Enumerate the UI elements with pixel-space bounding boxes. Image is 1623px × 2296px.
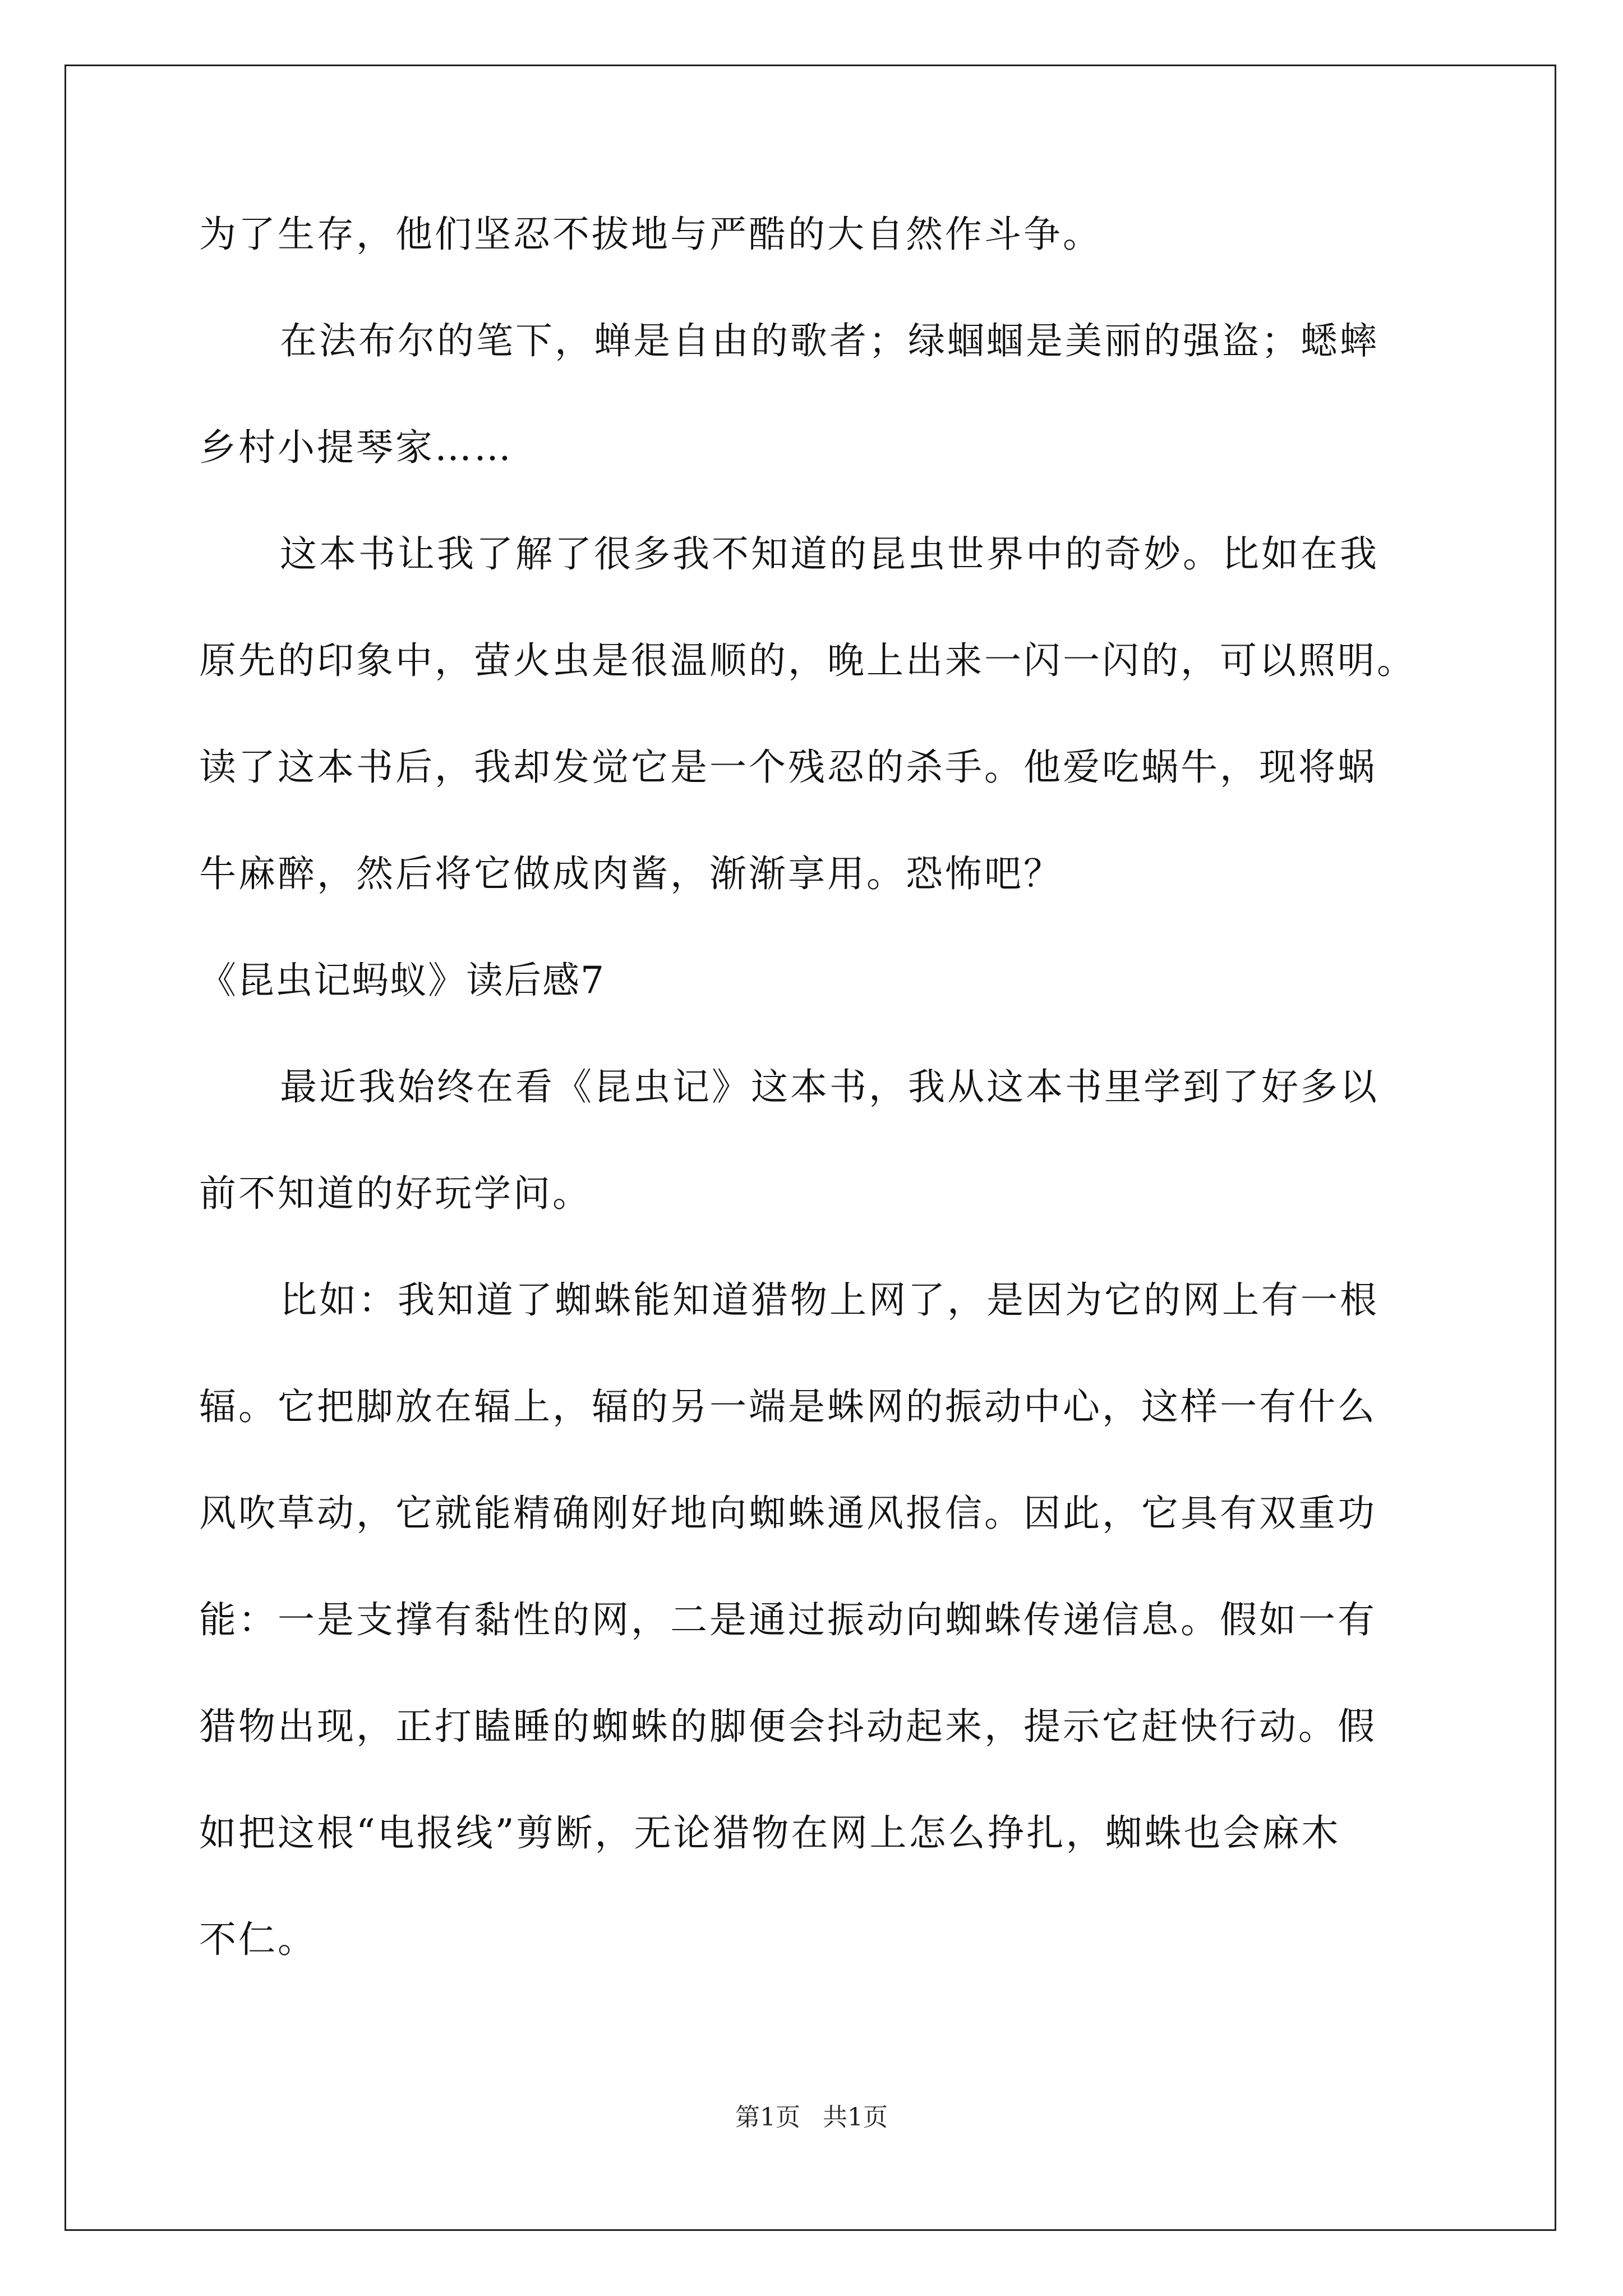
text-line: 在法布尔的笔下，蝉是自由的歌者；绿蝈蝈是美丽的强盗；蟋蟀 xyxy=(280,319,1379,362)
text-line: 这本书让我了解了很多我不知道的昆虫世界中的奇妙。比如在我 xyxy=(280,532,1379,576)
text-line: 不仁。 xyxy=(199,1918,317,1961)
text-line: 猎物出现，正打瞌睡的蜘蛛的脚便会抖动起来，提示它赶快行动。假 xyxy=(199,1705,1377,1748)
text-line: 能：一是支撑有黏性的网，二是通过振动向蜘蛛传递信息。假如一有 xyxy=(199,1598,1377,1641)
text-line: 读了这本书后，我却发觉它是一个残忍的杀手。他爱吃蜗牛，现将蜗 xyxy=(199,746,1377,789)
document-body xyxy=(199,208,1433,2019)
text-line: 前不知道的好玩学问。 xyxy=(199,1172,592,1215)
text-line: 风吹草动，它就能精确刚好地向蜘蛛通风报信。因此，它具有双重功 xyxy=(199,1492,1377,1535)
page-count: 共1页 xyxy=(823,2103,888,2132)
text-line: 为了生存，他们坚忍不拔地与严酷的大自然作斗争。 xyxy=(199,213,1102,256)
page-footer xyxy=(0,2101,1623,2134)
text-line: 最近我始终在看《昆虫记》这本书，我从这本书里学到了好多以 xyxy=(280,1065,1379,1108)
text-line: 比如：我知道了蜘蛛能知道猎物上网了，是因为它的网上有一根 xyxy=(280,1278,1379,1322)
text-line: 牛麻醉，然后将它做成肉酱，渐渐享用。恐怖吧？ xyxy=(199,852,1063,895)
text-line: 辐。它把脚放在辐上，辐的另一端是蛛网的振动中心，这样一有什么 xyxy=(199,1385,1377,1428)
text-line: 如把这根“电报线”剪断，无论猎物在网上怎么挣扎，蜘蛛也会麻木 xyxy=(199,1811,1341,1855)
page-number: 第1页 xyxy=(735,2103,800,2132)
text-line: 乡村小提琴家…… xyxy=(199,426,513,469)
section-heading: 《昆虫记蚂蚁》读后感7 xyxy=(199,959,605,1002)
text-line: 原先的印象中，萤火虫是很温顺的，晚上出来一闪一闪的，可以照明。 xyxy=(199,639,1416,682)
